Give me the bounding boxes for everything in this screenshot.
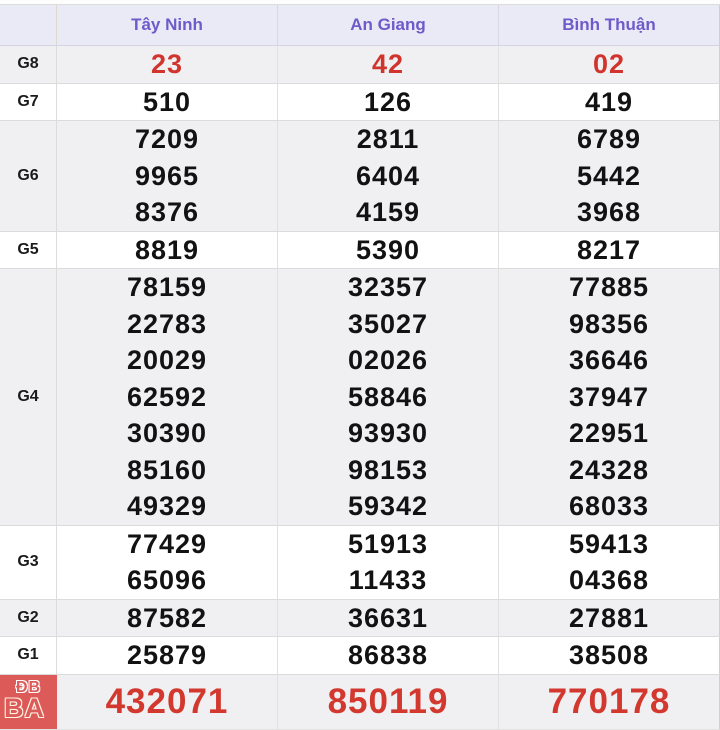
prize-label: G7 — [0, 84, 57, 121]
result-number: 850119 — [327, 681, 449, 721]
result-number: 59342 — [347, 491, 429, 521]
result-number: 11433 — [348, 565, 428, 595]
table-row — [0, 525, 720, 599]
result-number: 68033 — [568, 491, 650, 521]
result-number: 87582 — [126, 602, 208, 633]
result-number: 27881 — [568, 602, 650, 633]
result-number: 22783 — [126, 308, 208, 339]
result-cell — [278, 232, 499, 269]
result-cell — [57, 84, 278, 121]
result-cell — [57, 121, 278, 231]
result-number: 7209 — [134, 124, 200, 154]
result-number: 5442 — [576, 160, 642, 191]
result-number: 51913 — [347, 528, 429, 559]
result-cell — [278, 84, 499, 121]
table-row — [0, 120, 720, 231]
result-number: 4159 — [355, 197, 421, 227]
result-cell — [278, 46, 499, 83]
result-cell — [278, 637, 499, 674]
table-row — [0, 599, 720, 637]
table-row — [0, 674, 720, 729]
table-header-row — [0, 4, 720, 46]
result-number: 23 — [150, 49, 184, 79]
result-number: 24328 — [568, 454, 650, 485]
result-number: 02026 — [347, 345, 429, 375]
prize-label: G1 — [0, 637, 57, 674]
result-number: 49329 — [126, 491, 208, 521]
result-cell — [57, 46, 278, 83]
result-number: 98356 — [568, 308, 650, 339]
result-number: 25879 — [126, 640, 208, 670]
prize-label — [0, 675, 57, 729]
result-cell — [499, 675, 720, 729]
result-cell — [57, 675, 278, 729]
result-number: 32357 — [347, 272, 429, 302]
watermark-logo: BA — [4, 692, 45, 723]
result-cell — [278, 675, 499, 729]
table-row — [0, 231, 720, 269]
result-cell — [278, 121, 499, 231]
prize-label: G8 — [0, 46, 57, 83]
result-number: 20029 — [126, 345, 208, 375]
prize-label: G2 — [0, 600, 57, 637]
result-number: 8819 — [134, 234, 200, 265]
column-header-tay-ninh[interactable]: Tây Ninh — [57, 5, 278, 45]
result-number: 36631 — [347, 602, 429, 633]
result-number: 42 — [371, 49, 405, 79]
result-number: 02 — [592, 49, 626, 79]
lottery-results-table — [0, 4, 720, 730]
result-cell — [499, 46, 720, 83]
prize-label: G6 — [0, 121, 57, 231]
result-number: 6789 — [576, 124, 642, 154]
table-row — [0, 636, 720, 674]
table-row — [0, 268, 720, 525]
column-header-binh-thuan[interactable]: Bình Thuận — [499, 5, 720, 45]
result-number: 6404 — [355, 160, 421, 191]
result-cell — [57, 600, 278, 637]
result-cell — [278, 600, 499, 637]
result-cell — [499, 232, 720, 269]
result-number: 86838 — [347, 640, 429, 670]
result-number: 77429 — [126, 528, 208, 559]
result-cell — [57, 526, 278, 599]
result-number: 58846 — [347, 381, 429, 412]
result-number: 35027 — [347, 308, 429, 339]
result-cell — [57, 232, 278, 269]
result-cell — [278, 526, 499, 599]
result-number: 37947 — [568, 381, 650, 412]
result-number: 9965 — [134, 160, 200, 191]
prize-label: G3 — [0, 526, 57, 599]
result-cell — [499, 526, 720, 599]
result-cell — [57, 269, 278, 525]
result-cell — [57, 637, 278, 674]
result-number: 59413 — [568, 528, 650, 559]
result-number: 419 — [584, 86, 634, 117]
result-cell — [499, 269, 720, 525]
result-cell — [278, 269, 499, 525]
result-number: 78159 — [126, 272, 208, 302]
result-number: 04368 — [568, 565, 650, 595]
result-cell — [499, 637, 720, 674]
column-header-an-giang[interactable]: An Giang — [278, 5, 499, 45]
table-row — [0, 46, 720, 83]
result-number: 8376 — [134, 197, 200, 227]
corner-cell — [0, 5, 57, 45]
result-number: 770178 — [547, 681, 671, 721]
db-label: ĐB — [16, 678, 42, 696]
result-number: 38508 — [568, 640, 650, 670]
result-number: 77885 — [568, 272, 650, 302]
result-number: 3968 — [576, 197, 642, 227]
result-number: 432071 — [105, 681, 229, 721]
result-number: 2811 — [356, 124, 420, 154]
result-number: 510 — [142, 86, 192, 117]
result-number: 36646 — [568, 345, 650, 375]
result-cell — [499, 600, 720, 637]
result-number: 126 — [363, 86, 413, 117]
results-body — [0, 46, 720, 729]
result-number: 8217 — [576, 234, 642, 265]
prize-label: G4 — [0, 269, 57, 525]
result-number: 65096 — [126, 565, 208, 595]
result-number: 85160 — [126, 454, 208, 485]
result-number: 5390 — [355, 234, 421, 265]
result-number: 22951 — [568, 418, 650, 448]
result-cell — [499, 84, 720, 121]
table-row — [0, 83, 720, 121]
result-number: 93930 — [347, 418, 429, 448]
result-number: 98153 — [347, 454, 429, 485]
result-number: 30390 — [126, 418, 208, 448]
prize-label: G5 — [0, 232, 57, 269]
result-cell — [499, 121, 720, 231]
result-number: 62592 — [126, 381, 208, 412]
